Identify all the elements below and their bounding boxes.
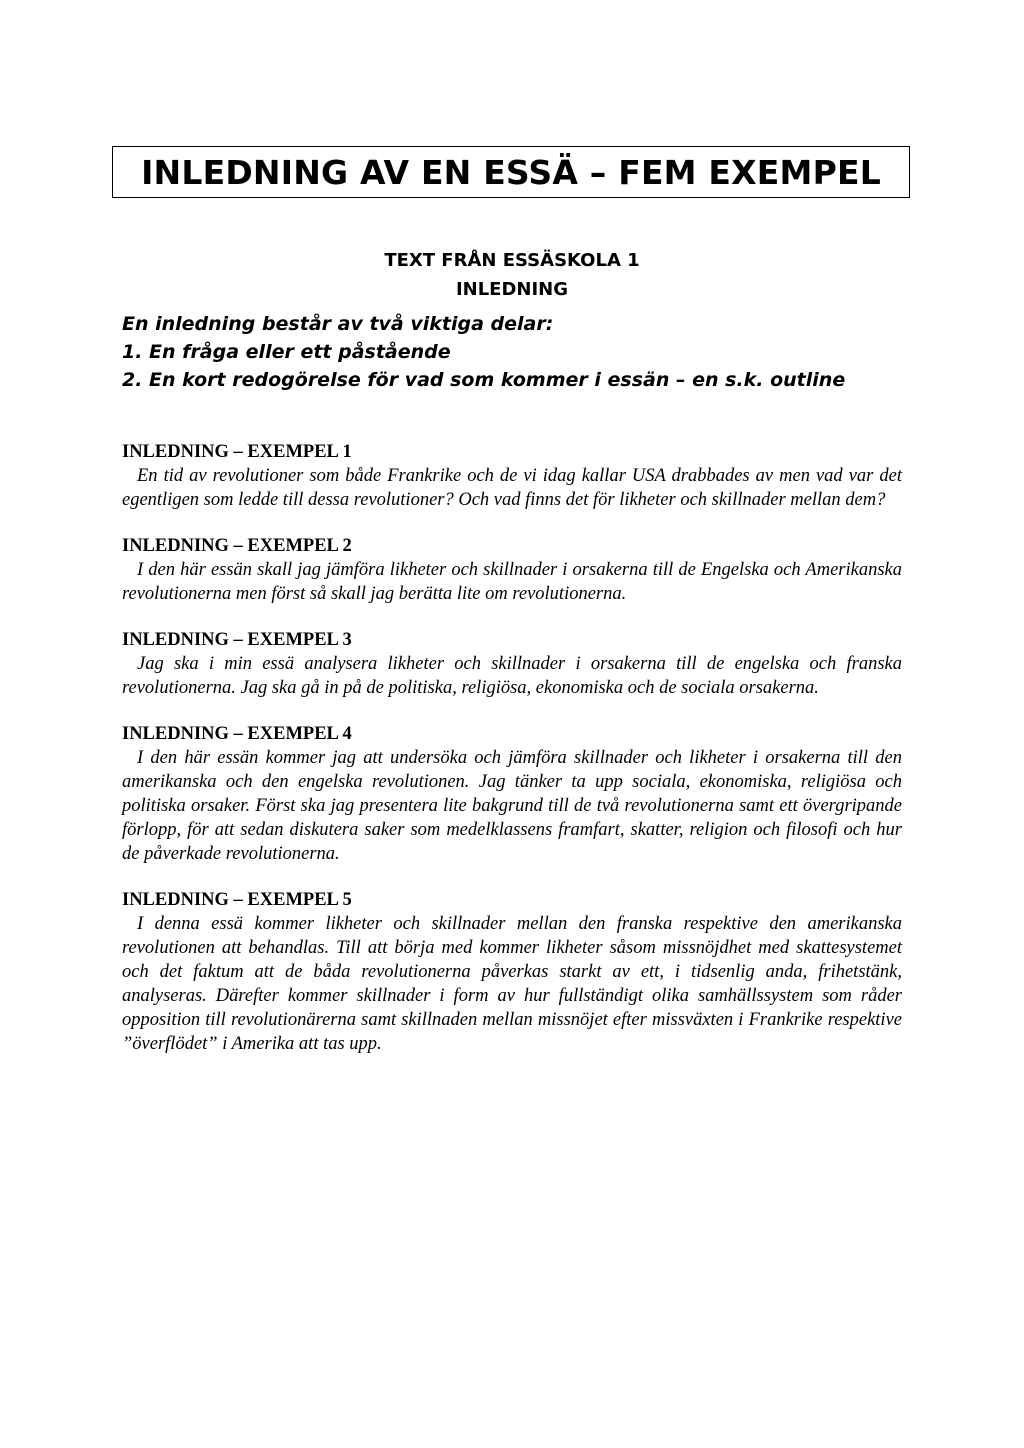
example-3 xyxy=(122,628,902,700)
examples-list xyxy=(122,440,902,1078)
source-line-2: INLEDNING xyxy=(455,279,569,300)
example-1 xyxy=(122,440,902,512)
example-text: En tid av revolutioner som både Frankrike och de vi idag kallar USA drabbades av men vad var det egentligen som ledde till dessa revolutioner? Och vad finns det för likheter och skillnader mellan dem? xyxy=(122,466,902,510)
example-text: I den här essän skall jag jämföra likheter och skillnader i orsakerna till de Engelska och Amerikanska revolutionerna men först så skall jag berätta lite om revolutionerna. xyxy=(122,560,902,604)
example-text: I denna essä kommer likheter och skillnader mellan den franska respektive den amerikanska revolutionen att behandlas. Till att börja med kommer likheter såsom missnöjdhet med skattesystemet och det faktum att de båda revolutionerna påverkas starkt av ett, i tidsenlig anda, frihetstänk, analyseras. Därefter kommer skillnader i form av hur fullständigt olika samhällssystem som råder opposition till revolutionärerna samt skillnaden mellan missnöjet efter missväxten i Frankrike respektive ”överflödet” i Amerika att tas upp. xyxy=(122,914,902,1054)
example-text: Jag ska i min essä analysera likheter och skillnader i orsakerna till de engelska och franska revolutionerna. Jag ska gå in på de politiska, religiösa, ekonomiska och de sociala orsakerna. xyxy=(122,654,902,698)
page-title: INLEDNING AV EN ESSÄ – FEM EXEMPEL xyxy=(141,152,881,192)
example-heading: INLEDNING – EXEMPEL 5 xyxy=(122,890,352,910)
example-heading: INLEDNING – EXEMPEL 2 xyxy=(122,536,352,556)
example-5 xyxy=(122,888,902,1056)
intro-line-3: 2. En kort redogörelse för vad som kommer i essän – en s.k. outline xyxy=(122,369,846,391)
title-box xyxy=(112,146,910,198)
example-heading: INLEDNING – EXEMPEL 3 xyxy=(122,630,352,650)
source-line-1: TEXT FRÅN ESSÄSKOLA 1 xyxy=(384,250,640,271)
intro-line-2: 1. En fråga eller ett påstående xyxy=(122,341,451,363)
intro-block xyxy=(122,310,845,394)
example-heading: INLEDNING – EXEMPEL 4 xyxy=(122,724,352,744)
example-heading: INLEDNING – EXEMPEL 1 xyxy=(122,442,352,462)
example-text: I den här essän kommer jag att undersöka och jämföra skillnader och likheter i orsakerna till den amerikanska och den engelska revolutionen. Jag tänker ta upp sociala, ekonomiska, religiösa och politiska orsaker. Först ska jag presentera lite bakgrund till de två revolutionerna samt ett övergripande förlopp, för att sedan diskutera saker som medelklassens framfart, skatter, religion och filosofi och hur de påverkade revolutionerna. xyxy=(122,748,902,864)
example-4 xyxy=(122,722,902,866)
intro-line-1: En inledning består av två viktiga delar: xyxy=(122,313,554,335)
example-2 xyxy=(122,534,902,606)
